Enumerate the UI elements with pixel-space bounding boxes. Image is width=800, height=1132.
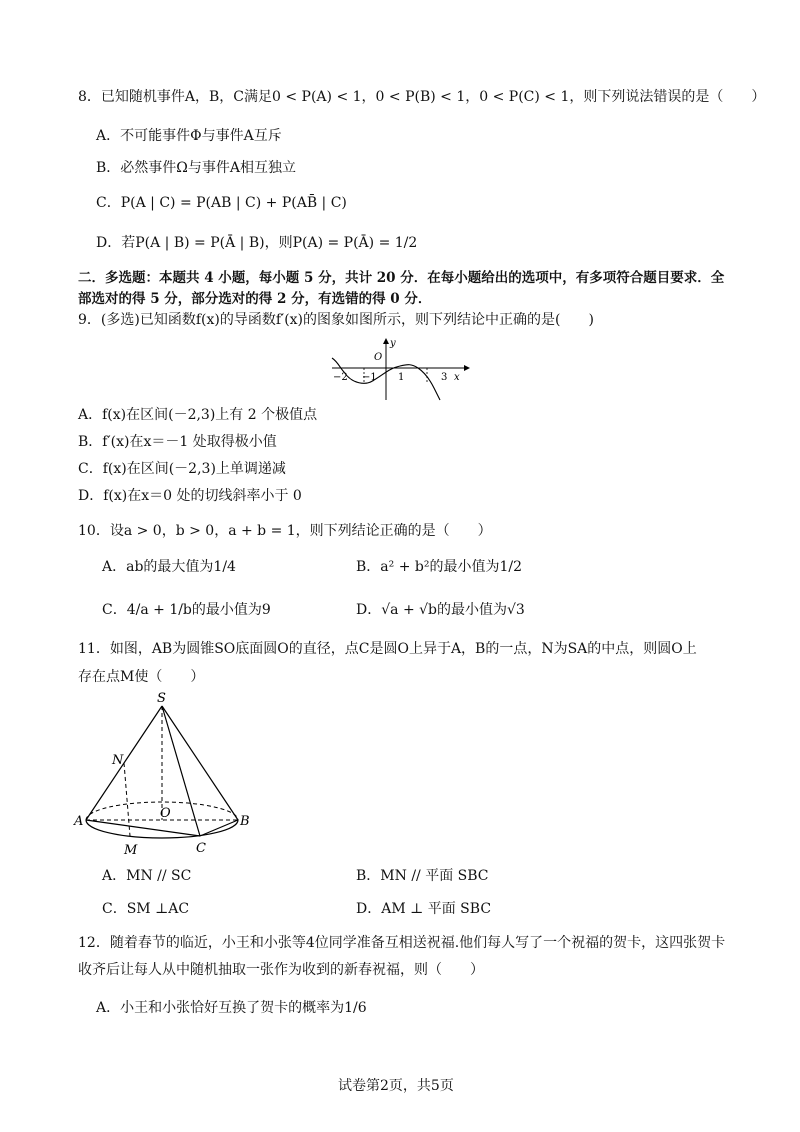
q11-label-a: A [74, 814, 84, 829]
q8-option-a: A．不可能事件Φ与事件A互斥 [96, 128, 282, 144]
q12-option-a: A．小王和小张恰好互换了贺卡的概率为1/6 [96, 1000, 367, 1016]
q11-option-a: A．MN // SC [102, 868, 192, 884]
q8-option-c: C．P(A | C) = P(AB | C) + P(AB̄ | C) [96, 195, 347, 211]
section2-line1: 二．多选题：本题共 4 小题，每小题 5 分，共计 20 分．在每小题给出的选项中，有多项符合题目要求．全 [78, 270, 725, 286]
q9-tick-1: 1 [398, 372, 405, 383]
q11-label-b: B [240, 814, 250, 829]
q9-option-a: A．f(x)在区间(－2,3)上有 2 个极值点 [78, 407, 318, 423]
q11-option-d: D．AM ⊥ 平面 SBC [356, 901, 492, 917]
q9-derivative-graph [326, 336, 476, 402]
section2-line2: 部选对的得 5 分，部分选对的得 2 分，有选错的得 0 分． [78, 291, 432, 307]
q8-option-d: D．若P(A | B) = P(Ā | B)，则P(A) = P(Ā) = 1/2 [96, 235, 418, 251]
q8-stem: 8．已知随机事件A，B，C满足0 < P(A) < 1，0 < P(B) < 1，0 < P(C) < 1，则下列说法错误的是（ ） [78, 89, 766, 105]
q10-option-b: B．a² + b²的最小值为1/2 [356, 559, 522, 575]
q11-label-c: C [196, 841, 206, 856]
q9-option-b: B．f′(x)在x＝－1 处取得极小值 [78, 434, 277, 450]
q9-option-d: D．f(x)在x＝0 处的切线斜率小于 0 [78, 488, 302, 504]
q9-option-c: C．f(x)在区间(－2,3)上单调递减 [78, 461, 286, 477]
q9-tick-neg2: −2 [333, 372, 348, 383]
q11-label-m: M [124, 843, 138, 858]
q11-stem-line2: 存在点M使（ ） [78, 669, 205, 685]
q11-label-n: N [112, 753, 124, 768]
q11-option-b: B．MN // 平面 SBC [356, 868, 489, 884]
q8-option-b: B．必然事件Ω与事件A相互独立 [96, 160, 297, 176]
q9-origin-label: O [374, 352, 383, 363]
page-footer: 试卷第2页，共5页 [338, 1078, 454, 1094]
q11-label-s: S [157, 691, 166, 706]
q12-stem-line1: 12．随着春节的临近，小王和小张等4位同学准备互相送祝福.他们每人写了一个祝福的贺卡，这四张贺卡 [78, 935, 726, 951]
q9-y-label: y [390, 338, 396, 349]
q9-tick-neg1: −1 [362, 372, 377, 383]
q11-label-o: O [160, 806, 171, 821]
q11-stem-line1: 11．如图，AB为圆锥SO底面圆O的直径，点C是圆O上异于A，B的一点，N为SA的中点，则圆O上 [78, 641, 697, 657]
q10-option-d: D．√a + √b的最小值为√3 [356, 602, 525, 618]
q9-x-label: x [454, 372, 460, 383]
q9-stem: 9．(多选)已知函数f(x)的导函数f′(x)的图象如图所示，则下列结论中正确的是( ) [78, 312, 594, 328]
q11-cone-figure [72, 690, 252, 860]
q12-stem-line2: 收齐后让每人从中随机抽取一张作为收到的新春祝福，则（ ） [78, 962, 484, 978]
q10-option-c: C．4/a + 1/b的最小值为9 [102, 602, 271, 618]
q9-tick-3: 3 [441, 372, 448, 383]
q10-stem: 10．设a > 0，b > 0，a + b = 1，则下列结论正确的是（ ） [78, 523, 492, 539]
q11-option-c: C．SM ⊥AC [102, 901, 190, 917]
q10-option-a: A．ab的最大值为1/4 [102, 559, 236, 575]
